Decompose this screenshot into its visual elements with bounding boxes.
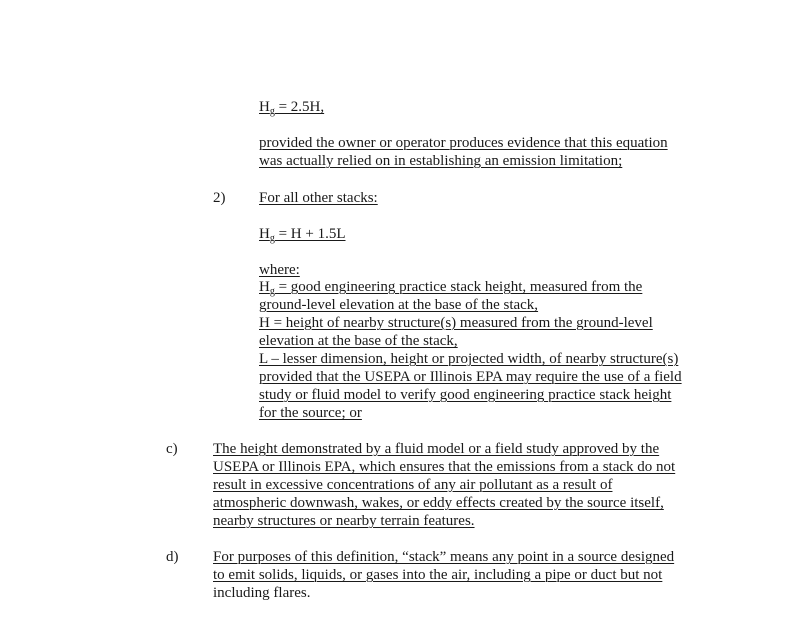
where-line-3: H = height of nearby structure(s) measured from the ground-level [259, 315, 653, 331]
eq1-sub: g [269, 106, 275, 117]
where-line-8: for the source; or [259, 405, 362, 421]
where-line-1 [259, 278, 642, 296]
where-hg-sub: g [269, 286, 275, 297]
equation-hg-2-5h [259, 98, 324, 116]
proviso-line-1: provided the owner or operator produces evidence that this equation [259, 135, 668, 151]
eq2-lhs: H [259, 226, 270, 242]
item-2-marker: 2) [213, 190, 226, 206]
eq1-rhs: = 2.5H, [274, 99, 325, 115]
eq2-sub: g [269, 233, 275, 244]
where-line-7: study or fluid model to verify good engineering practice stack height [259, 387, 672, 403]
item-d-line-3: including flares. [213, 585, 311, 601]
item-2-heading: For all other stacks: [259, 190, 378, 206]
eq2-rhs: = H + 1.5L [274, 226, 346, 242]
eq1-lhs: H [259, 99, 270, 115]
where-line-1-text: = good engineering practice stack height, measured from the [274, 279, 643, 295]
where-label: where: [259, 262, 300, 278]
where-line-5: L – lesser dimension, height or projected width, of nearby structure(s) [259, 351, 679, 367]
where-line-2: ground-level elevation at the base of the stack, [259, 297, 539, 313]
item-d-marker: d) [166, 549, 179, 565]
item-c-line-4: atmospheric downwash, wakes, or eddy effects created by the source itself, [213, 495, 664, 511]
item-c-line-2: USEPA or Illinois EPA, which ensures that the emissions from a stack do not [213, 459, 676, 475]
item-c-line-5: nearby structures or nearby terrain features. [213, 513, 475, 529]
item-d-line-2: to emit solids, liquids, or gases into the air, including a pipe or duct but not [213, 567, 663, 583]
proviso-line-2: was actually relied on in establishing an emission limitation; [259, 153, 623, 169]
item-c-line-1: The height demonstrated by a fluid model or a field study approved by the [213, 441, 660, 457]
where-hg-prefix: H [259, 279, 270, 295]
where-line-4: elevation at the base of the stack, [259, 333, 458, 349]
where-line-6: provided that the USEPA or Illinois EPA may require the use of a field [259, 369, 682, 385]
item-d-line-1: For purposes of this definition, “stack” means any point in a source designed [213, 549, 675, 565]
equation-hg-h-1-5l [259, 225, 346, 243]
item-c-line-3: result in excessive concentrations of any air pollutant as a result of [213, 477, 613, 493]
item-c-marker: c) [166, 441, 178, 457]
